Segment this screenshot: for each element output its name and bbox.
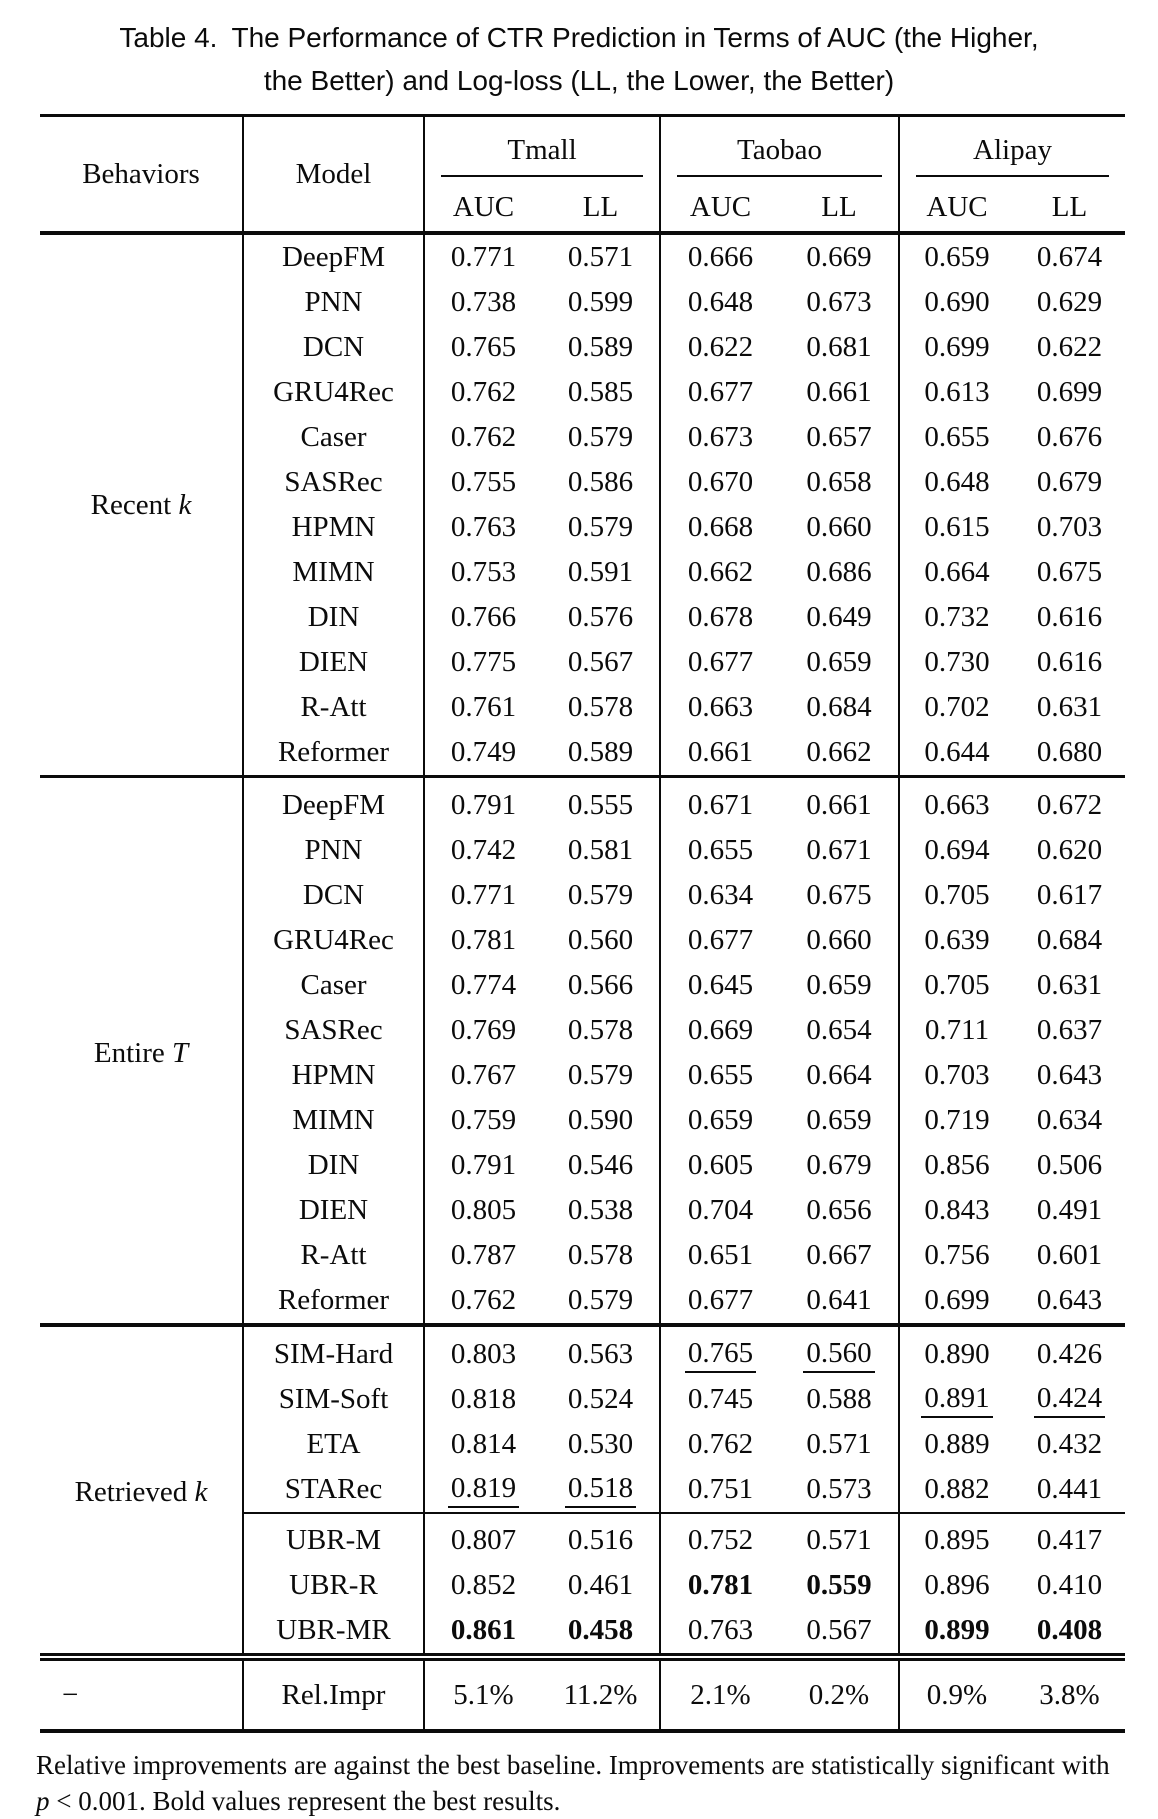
value-taobao-ll: 0.573	[806, 1473, 872, 1505]
value-alipay-auc: 0.891	[899, 1377, 1014, 1422]
value-taobao-ll: 0.679	[806, 1149, 872, 1181]
value-taobao-auc: 0.677	[660, 370, 780, 415]
model-name: MIMN	[243, 550, 424, 595]
value-taobao-ll: 0.659	[806, 1104, 872, 1136]
value-tmall-auc: 0.803	[424, 1325, 542, 1377]
value-tmall-auc: 0.749	[424, 730, 542, 777]
value-alipay-ll: 0.617	[1036, 879, 1103, 911]
value-tmall-ll: 0.458	[567, 1614, 634, 1646]
model-name: DIN	[243, 1143, 424, 1188]
value-tmall-auc: 0.767	[424, 1053, 542, 1098]
value-taobao-auc: 0.662	[660, 550, 780, 595]
value-tmall-auc: 0.861	[424, 1608, 542, 1657]
value-taobao-auc: 0.659	[660, 1098, 780, 1143]
value-alipay-ll: 0.616	[1036, 646, 1103, 678]
value-taobao-ll: 0.560	[780, 1325, 899, 1377]
value-taobao-auc: 0.605	[660, 1143, 780, 1188]
value-tmall-ll: 0.560	[567, 924, 634, 956]
value-alipay-auc: 0.756	[899, 1233, 1014, 1278]
value-taobao-ll: 0.671	[806, 834, 872, 866]
value-alipay-ll: 0.631	[1036, 691, 1103, 723]
value-alipay-auc: 0.694	[899, 828, 1014, 873]
value-taobao-ll: 0.660	[806, 511, 872, 543]
value-taobao-auc: 0.670	[660, 460, 780, 505]
model-name: ETA	[243, 1422, 424, 1467]
value-alipay-ll: 0.424	[1014, 1377, 1125, 1422]
model-name: STARec	[243, 1467, 424, 1513]
table-header	[40, 116, 1125, 234]
model-name: DIEN	[243, 640, 424, 685]
value-taobao-auc: 2.1%	[660, 1657, 780, 1731]
value-tmall-ll: 0.579	[567, 421, 634, 453]
value-alipay-ll: 0.680	[1036, 736, 1103, 768]
footnote-text-1: Relative improvements are against the best baseline. Improvements are statistically significant with	[36, 1750, 1110, 1780]
value-tmall-ll: 0.599	[567, 286, 634, 318]
value-taobao-auc: 0.668	[660, 505, 780, 550]
value-taobao-ll: 0.659	[806, 646, 872, 678]
value-tmall-auc: 0.852	[424, 1563, 542, 1608]
value-taobao-auc: 0.751	[660, 1467, 780, 1513]
value-tmall-ll: 0.586	[567, 466, 634, 498]
value-tmall-auc: 0.766	[424, 595, 542, 640]
model-name: Caser	[243, 415, 424, 460]
value-taobao-ll: 0.641	[806, 1284, 872, 1316]
model-name: HPMN	[243, 1053, 424, 1098]
value-tmall-auc: 0.814	[424, 1422, 542, 1467]
value-tmall-auc: 0.791	[424, 777, 542, 829]
value-taobao-ll: 0.567	[806, 1614, 872, 1646]
value-tmall-ll: 0.590	[567, 1104, 634, 1136]
value-tmall-ll: 0.579	[567, 1284, 634, 1316]
model-name: Caser	[243, 963, 424, 1008]
value-tmall-auc: 0.762	[424, 415, 542, 460]
metric-header-taobao-ll: LL	[780, 183, 899, 233]
value-alipay-auc: 0.664	[899, 550, 1014, 595]
value-alipay-auc: 0.705	[899, 963, 1014, 1008]
model-name: Reformer	[243, 1278, 424, 1325]
value-alipay-auc: 0.659	[899, 233, 1014, 280]
metric-header-alipay-ll: LL	[1014, 183, 1125, 233]
value-alipay-auc: 0.843	[899, 1188, 1014, 1233]
results-table	[40, 114, 1125, 1733]
value-alipay-auc: 0.690	[899, 280, 1014, 325]
value-tmall-ll: 0.576	[567, 601, 634, 633]
value-alipay-auc: 0.895	[899, 1513, 1014, 1563]
value-taobao-auc: 0.765	[660, 1325, 780, 1377]
value-tmall-auc: 0.771	[424, 233, 542, 280]
metric-header-tmall-auc: AUC	[424, 183, 542, 233]
value-alipay-ll: 0.432	[1036, 1428, 1103, 1460]
value-taobao-ll: 0.675	[806, 879, 872, 911]
table-body	[40, 233, 1125, 1731]
value-tmall-auc: 0.769	[424, 1008, 542, 1053]
value-taobao-auc: 0.634	[660, 873, 780, 918]
value-alipay-auc: 0.644	[899, 730, 1014, 777]
value-tmall-auc: 0.805	[424, 1188, 542, 1233]
value-tmall-auc: 0.742	[424, 828, 542, 873]
value-taobao-ll: 0.649	[806, 601, 872, 633]
value-taobao-ll: 0.667	[806, 1239, 872, 1271]
value-alipay-auc: 0.703	[899, 1053, 1014, 1098]
value-tmall-ll: 0.579	[567, 511, 634, 543]
value-alipay-ll: 0.506	[1036, 1149, 1103, 1181]
value-taobao-auc: 0.661	[660, 730, 780, 777]
model-name: Rel.Impr	[243, 1657, 424, 1731]
caption-label: Table 4.	[119, 22, 218, 53]
model-name: Reformer	[243, 730, 424, 777]
value-alipay-ll: 0.643	[1036, 1059, 1103, 1091]
caption-line-1	[0, 16, 1158, 59]
model-name: PNN	[243, 280, 424, 325]
value-taobao-ll: 0.657	[806, 421, 872, 453]
value-alipay-auc: 0.730	[899, 640, 1014, 685]
value-tmall-ll: 0.524	[567, 1383, 634, 1415]
value-tmall-auc: 0.774	[424, 963, 542, 1008]
value-taobao-ll: 0.559	[806, 1569, 872, 1601]
value-taobao-auc: 0.678	[660, 595, 780, 640]
column-header-behaviors: Behaviors	[40, 116, 243, 234]
value-tmall-ll: 0.546	[567, 1149, 634, 1181]
value-tmall-ll: 0.581	[567, 834, 634, 866]
value-alipay-ll: 0.616	[1036, 601, 1103, 633]
behavior-group-label: Recent k	[90, 488, 192, 521]
value-tmall-ll: 0.579	[567, 1059, 634, 1091]
value-tmall-ll: 0.578	[567, 1014, 634, 1046]
value-tmall-ll: 0.578	[567, 1239, 634, 1271]
model-name: GRU4Rec	[243, 370, 424, 415]
value-tmall-auc: 0.765	[424, 325, 542, 370]
model-name: DIEN	[243, 1188, 424, 1233]
value-tmall-auc: 0.762	[424, 370, 542, 415]
value-tmall-auc: 0.738	[424, 280, 542, 325]
value-alipay-auc: 0.613	[899, 370, 1014, 415]
model-name: GRU4Rec	[243, 918, 424, 963]
value-tmall-auc: 0.818	[424, 1377, 542, 1422]
table-row	[40, 233, 1125, 280]
table-footnote	[36, 1747, 1128, 1819]
metric-header-alipay-auc: AUC	[899, 183, 1014, 233]
model-name: R-Att	[243, 1233, 424, 1278]
model-name: SIM-Hard	[243, 1325, 424, 1377]
column-header-model: Model	[243, 116, 424, 234]
value-taobao-ll: 0.654	[806, 1014, 872, 1046]
value-taobao-auc: 0.704	[660, 1188, 780, 1233]
value-tmall-ll: 0.571	[567, 241, 634, 273]
value-alipay-ll: 0.637	[1036, 1014, 1103, 1046]
behavior-group-label: Entire T	[40, 777, 243, 1326]
value-tmall-ll: 0.538	[567, 1194, 634, 1226]
model-name: PNN	[243, 828, 424, 873]
value-alipay-auc: 0.711	[899, 1008, 1014, 1053]
value-alipay-ll: 0.684	[1036, 924, 1103, 956]
value-taobao-auc: 0.745	[660, 1377, 780, 1422]
value-taobao-ll: 0.662	[806, 736, 872, 768]
value-tmall-auc: 0.781	[424, 918, 542, 963]
value-alipay-auc: 0.882	[899, 1467, 1014, 1513]
value-tmall-ll: 0.589	[567, 736, 634, 768]
value-taobao-auc: 0.677	[660, 1278, 780, 1325]
math-variable: k	[194, 1476, 208, 1508]
value-taobao-ll: 0.669	[806, 241, 872, 273]
value-tmall-auc: 5.1%	[424, 1657, 542, 1731]
value-taobao-ll: 0.571	[806, 1428, 872, 1460]
value-taobao-auc: 0.655	[660, 828, 780, 873]
model-name: UBR-M	[243, 1513, 424, 1563]
value-tmall-auc: 0.761	[424, 685, 542, 730]
value-alipay-ll: 0.426	[1014, 1325, 1125, 1377]
value-tmall-auc: 0.775	[424, 640, 542, 685]
value-tmall-auc: 0.759	[424, 1098, 542, 1143]
value-taobao-auc: 0.669	[660, 1008, 780, 1053]
math-variable: T	[171, 1036, 189, 1069]
value-alipay-ll: 0.676	[1036, 421, 1103, 453]
value-tmall-ll: 0.555	[542, 777, 660, 829]
value-alipay-auc: 0.702	[899, 685, 1014, 730]
value-alipay-ll: 0.674	[1036, 241, 1103, 273]
value-alipay-auc: 0.663	[899, 777, 1014, 829]
value-tmall-auc: 0.763	[424, 505, 542, 550]
value-alipay-auc: 0.699	[899, 325, 1014, 370]
value-alipay-auc: 0.719	[899, 1098, 1014, 1143]
value-tmall-ll: 0.518	[542, 1467, 660, 1513]
value-tmall-ll: 0.589	[567, 331, 634, 363]
model-name: SIM-Soft	[243, 1377, 424, 1422]
value-taobao-auc: 0.655	[660, 1053, 780, 1098]
value-taobao-auc: 0.677	[660, 640, 780, 685]
value-tmall-auc: 0.791	[424, 1143, 542, 1188]
value-alipay-auc: 0.655	[899, 415, 1014, 460]
value-taobao-ll: 0.2%	[780, 1657, 899, 1731]
value-alipay-ll: 0.601	[1036, 1239, 1103, 1271]
value-alipay-auc: 0.705	[899, 873, 1014, 918]
value-alipay-ll: 3.8%	[1014, 1657, 1125, 1731]
value-tmall-ll: 0.585	[567, 376, 634, 408]
value-alipay-ll: 0.410	[1036, 1569, 1103, 1601]
metric-header-taobao-auc: AUC	[660, 183, 780, 233]
model-name: HPMN	[243, 505, 424, 550]
footnote-p-variable: p	[36, 1786, 50, 1816]
value-alipay-ll: 0.417	[1014, 1513, 1125, 1563]
value-alipay-ll: 0.675	[1036, 556, 1103, 588]
value-alipay-ll: 0.441	[1036, 1473, 1103, 1505]
model-name: MIMN	[243, 1098, 424, 1143]
math-variable: k	[178, 488, 192, 521]
value-taobao-ll: 0.673	[806, 286, 872, 318]
value-alipay-ll: 0.622	[1036, 331, 1103, 363]
value-tmall-auc: 0.753	[424, 550, 542, 595]
behavior-group-label: −	[40, 1657, 243, 1731]
value-taobao-auc: 0.781	[660, 1563, 780, 1608]
value-tmall-auc: 0.807	[424, 1513, 542, 1563]
model-name: UBR-R	[243, 1563, 424, 1608]
value-alipay-ll: 0.408	[1036, 1614, 1103, 1646]
value-alipay-auc: 0.890	[899, 1325, 1014, 1377]
value-alipay-ll: 0.643	[1036, 1284, 1103, 1316]
caption-line-2: the Better) and Log-loss (LL, the Lower, the Better)	[263, 65, 895, 96]
value-alipay-ll: 0.699	[1036, 376, 1103, 408]
value-alipay-auc: 0.899	[899, 1608, 1014, 1657]
value-alipay-ll: 0.491	[1036, 1194, 1103, 1226]
value-alipay-auc: 0.896	[899, 1563, 1014, 1608]
value-taobao-ll: 0.588	[806, 1383, 872, 1415]
value-taobao-auc: 0.763	[660, 1608, 780, 1657]
value-taobao-auc: 0.648	[660, 280, 780, 325]
value-tmall-ll: 0.567	[567, 646, 634, 678]
model-name: DCN	[243, 325, 424, 370]
value-alipay-auc: 0.889	[899, 1422, 1014, 1467]
value-taobao-auc: 0.671	[660, 777, 780, 829]
value-taobao-auc: 0.752	[660, 1513, 780, 1563]
value-taobao-auc: 0.651	[660, 1233, 780, 1278]
value-tmall-auc: 0.771	[424, 873, 542, 918]
value-taobao-ll: 0.656	[806, 1194, 872, 1226]
value-tmall-ll: 0.566	[567, 969, 634, 1001]
value-taobao-ll: 0.686	[806, 556, 872, 588]
value-taobao-auc: 0.645	[660, 963, 780, 1008]
value-taobao-ll: 0.571	[780, 1513, 899, 1563]
behavior-group-label: Retrieved k	[40, 1325, 243, 1657]
value-tmall-ll: 0.516	[542, 1513, 660, 1563]
value-taobao-ll: 0.661	[780, 777, 899, 829]
value-alipay-ll: 0.620	[1036, 834, 1103, 866]
value-alipay-auc: 0.615	[899, 505, 1014, 550]
relative-improvement-row	[40, 1657, 1125, 1731]
value-tmall-auc: 0.755	[424, 460, 542, 505]
value-taobao-ll: 0.684	[806, 691, 872, 723]
value-taobao-auc: 0.622	[660, 325, 780, 370]
model-name: UBR-MR	[243, 1608, 424, 1657]
value-taobao-auc: 0.666	[660, 233, 780, 280]
table-row	[40, 1325, 1125, 1377]
value-tmall-ll: 0.579	[567, 879, 634, 911]
value-tmall-ll: 0.578	[567, 691, 634, 723]
value-alipay-auc: 0.9%	[899, 1657, 1014, 1731]
model-name: DIN	[243, 595, 424, 640]
value-tmall-ll: 0.563	[542, 1325, 660, 1377]
model-name: SASRec	[243, 1008, 424, 1053]
value-tmall-ll: 0.591	[567, 556, 634, 588]
metric-header-tmall-ll: LL	[542, 183, 660, 233]
value-taobao-auc: 0.663	[660, 685, 780, 730]
model-name: DCN	[243, 873, 424, 918]
value-taobao-ll: 0.658	[806, 466, 872, 498]
model-name: R-Att	[243, 685, 424, 730]
value-alipay-ll: 0.703	[1036, 511, 1103, 543]
value-alipay-auc: 0.648	[899, 460, 1014, 505]
value-alipay-auc: 0.699	[899, 1278, 1014, 1325]
value-taobao-ll: 0.664	[806, 1059, 872, 1091]
value-taobao-ll: 0.681	[806, 331, 872, 363]
value-tmall-ll: 0.461	[567, 1569, 634, 1601]
value-tmall-auc: 0.787	[424, 1233, 542, 1278]
table-caption	[0, 16, 1158, 102]
value-taobao-ll: 0.659	[806, 969, 872, 1001]
dataset-header-tmall: Tmall	[424, 116, 660, 184]
value-alipay-auc: 0.732	[899, 595, 1014, 640]
dataset-header-alipay: Alipay	[899, 116, 1125, 184]
value-tmall-auc: 0.762	[424, 1278, 542, 1325]
value-tmall-auc: 0.819	[424, 1467, 542, 1513]
value-alipay-ll: 0.629	[1036, 286, 1103, 318]
dataset-header-taobao: Taobao	[660, 116, 899, 184]
value-alipay-auc: 0.639	[899, 918, 1014, 963]
value-alipay-ll: 0.679	[1036, 466, 1103, 498]
model-name: SASRec	[243, 460, 424, 505]
value-tmall-ll: 11.2%	[542, 1657, 660, 1731]
model-name: DeepFM	[243, 777, 424, 829]
footnote-text-2: < 0.001. Bold values represent the best results.	[49, 1786, 561, 1816]
model-name: DeepFM	[243, 233, 424, 280]
value-taobao-ll: 0.661	[806, 376, 872, 408]
value-alipay-auc: 0.856	[899, 1143, 1014, 1188]
value-taobao-auc: 0.677	[660, 918, 780, 963]
value-taobao-ll: 0.660	[806, 924, 872, 956]
value-taobao-auc: 0.673	[660, 415, 780, 460]
value-alipay-ll: 0.672	[1014, 777, 1125, 829]
value-alipay-ll: 0.631	[1036, 969, 1103, 1001]
header-row-groups	[40, 116, 1125, 184]
value-tmall-ll: 0.530	[567, 1428, 634, 1460]
value-taobao-auc: 0.762	[660, 1422, 780, 1467]
table-row	[40, 777, 1125, 829]
caption-text-1: The Performance of CTR Prediction in Terms of AUC (the Higher,	[231, 22, 1039, 53]
value-alipay-ll: 0.634	[1036, 1104, 1103, 1136]
